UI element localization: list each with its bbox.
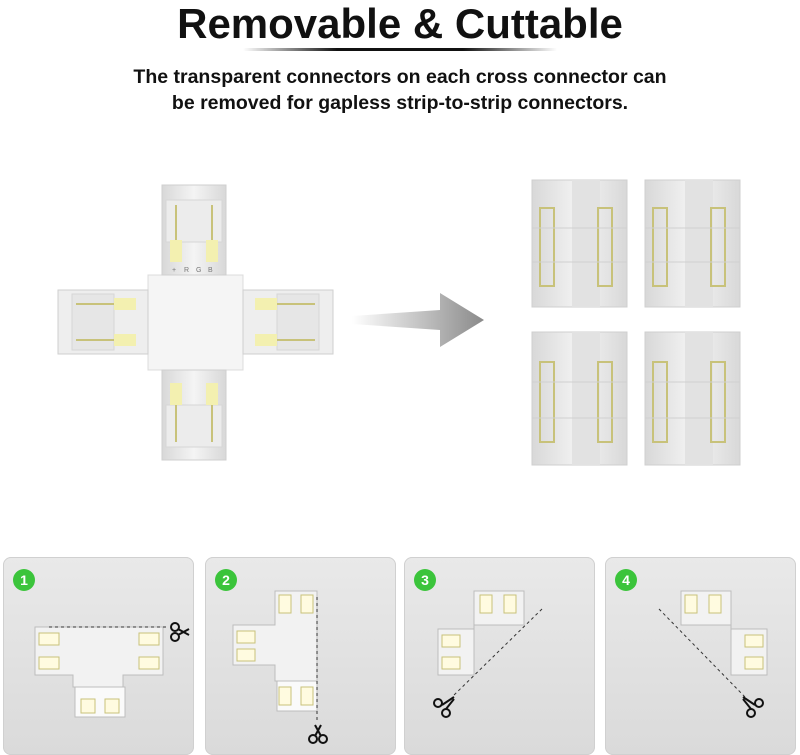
scissors-icon (171, 623, 189, 641)
step-badge: 2 (215, 569, 237, 591)
connector-piece (532, 332, 627, 465)
page-title: Removable & Cuttable (177, 0, 623, 47)
step-badge: 1 (13, 569, 35, 591)
scissors-icon (434, 697, 454, 717)
subtitle-line-1: The transparent connectors on each cross connector can (133, 66, 667, 88)
cross-connector (58, 185, 333, 460)
subtitle-line-2: be removed for gapless strip-to-strip connectors. (171, 92, 629, 114)
pin-label: G (196, 267, 202, 274)
t-connector-diagram (404, 557, 595, 755)
connector-piece (532, 180, 627, 307)
pin-label: + (172, 267, 177, 274)
step-badge: 3 (414, 569, 436, 591)
t-connector-diagram (605, 557, 796, 755)
step-badge: 4 (615, 569, 637, 591)
separated-connectors (532, 180, 740, 465)
pin-label: B (208, 267, 213, 274)
connector-arm-bottom (162, 370, 226, 460)
connector-arm-left (58, 290, 148, 354)
t-connector-diagram (205, 557, 396, 755)
scissors-icon (309, 725, 327, 743)
arrow-icon (352, 293, 484, 347)
connector-piece (645, 180, 740, 307)
connector-arm-right (243, 290, 333, 354)
connector-piece (645, 332, 740, 465)
scissors-icon (743, 697, 763, 717)
t-connector-diagram (3, 557, 194, 755)
step-panel-1 (3, 557, 194, 755)
step-panel-3 (404, 557, 595, 755)
connector-arm-top (162, 185, 226, 275)
step-panel-2 (205, 557, 396, 755)
step-panel-4 (605, 557, 796, 755)
pin-label: R (184, 267, 190, 274)
